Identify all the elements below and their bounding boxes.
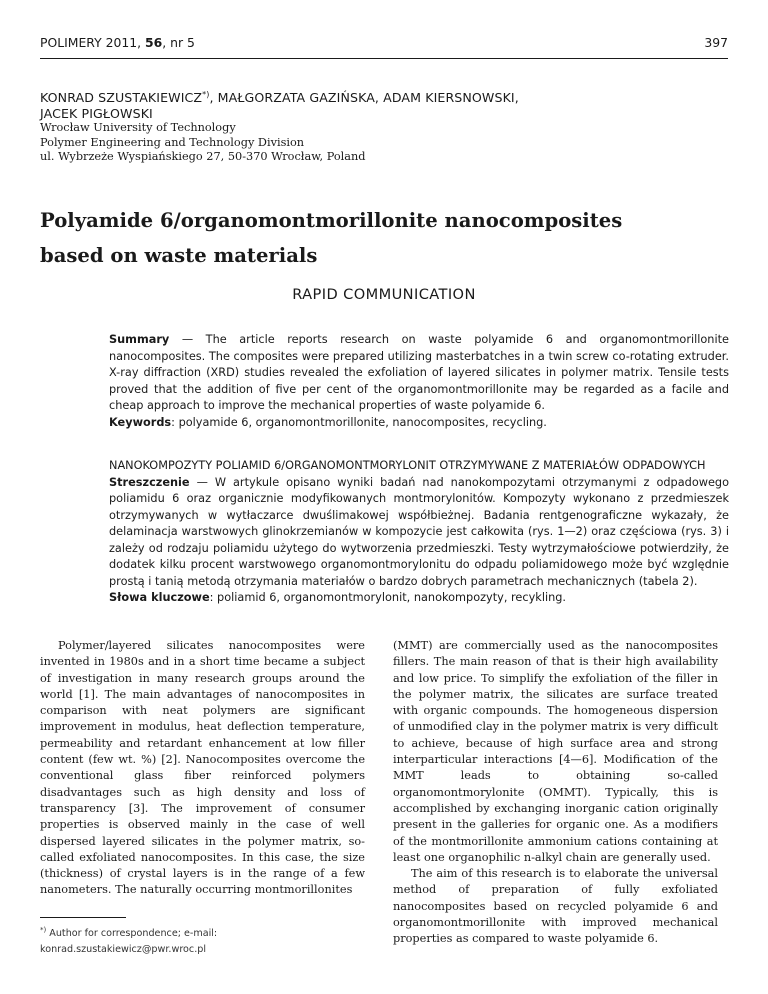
polish-title: NANOKOMPOZYTY POLIAMID 6/ORGANOMONTMORYLONIT OTRZYMYWANE Z MATERIAŁÓW ODPADOWYCH <box>109 459 706 472</box>
aim-paragraph: The aim of this research is to elaborate the universal method of preparation of fully exfoliated nanocomposites based on recycled polyamide 6 and organomontmorillonite with improved mechanical properties as compared to waste polyamide 6. <box>393 867 718 946</box>
body-column-right <box>393 638 718 948</box>
author-list: KONRAD SZUSTAKIEWICZ*), MAŁGORZATA GAZIŃSKA, ADAM KIERSNOWSKI, JACEK PIGŁOWSKI <box>40 90 519 122</box>
header-rule <box>40 58 728 59</box>
body-column-left <box>40 638 365 899</box>
summary-paragraph: Summary — The article reports research on waste polyamide 6 and organomontmorillonite nanocomposites. The composites were prepared utilizing masterbatches in a twin screw co-rotating extruder. X-ray diffraction (XRD) studies revealed the exfoliation of layered silicates in polymer matrix. Tensile tests proved that the addition of five per cent of the organomontmorillonite may be regarded as a facile and cheap approach to improve the mechanical properties of waste polyamide 6. <box>109 333 729 412</box>
abstract-polish <box>109 458 729 607</box>
correspondence-footnote: *) Author for correspondence; e-mail: konrad.szustakiewicz@pwr.wroc.pl <box>40 926 218 956</box>
slowa-kluczowe-paragraph: Słowa kluczowe: poliamid 6, organomontmorylonit, nanokompozyty, recykling. <box>109 591 567 604</box>
affiliation: Wrocław University of Technology Polymer Engineering and Technology Division ul. Wybrzeże Wyspiańskiego 27, 50-370 Wrocław, Poland <box>40 121 366 163</box>
author-footnote-mark: *) <box>202 90 210 99</box>
intro-paragraph: Polymer/layered silicates nanocomposites were invented in 1980s and in a short time became a subject of investigation in many research groups around the world [1]. The main advantages of nanocomposites in comparison with neat polymers are significant improvement in modulus, heat deflection temperature, permeability and retardant enhancement at low filler content (few wt. %) [2]. Nanocomposites overcome the conventional glass fiber reinforced polymers disadvantages such as high density and loss of transparency [3]. The improvement of consumer properties is observed mainly in the case of well dispersed layered silicates in the polymer matrix, so-called exfoliated nanocomposites. In this case, the size (thickness) of crystal layers is in the range of a few nanometers. The naturally occurring montmorillonites <box>40 639 365 897</box>
page-number: 397 <box>704 35 728 50</box>
article-title: Polyamide 6/organomontmorillonite nanocomposites based on waste materials <box>40 209 623 267</box>
volume-number: 56 <box>145 35 163 50</box>
keywords-paragraph: Keywords: polyamide 6, organomontmorillonite, nanocomposites, recycling. <box>109 415 547 429</box>
abstract-english <box>109 332 729 431</box>
intro-paragraph-continued: (MMT) are commercially used as the nanocomposites fillers. The main reason of that is their high availability and low price. To simplify the exfoliation of the filler in the polymer matrix, the silicates are surface treated with organic compounds. The homogeneous dispersion of unmodified clay in the polymer matrix is very difficult to achieve, because of high surface area and strong interparticular interactions [4—6]. Modification of the MMT leads to obtaining so-called organomontmorylonite (OMMT). Typically, this is accomplished by exchanging inorganic cation originally present in the galleries for organic one. As a modifiers of the montmorillonite ammonium cations containing at least one organophilic n-alkyl chain are generally used. <box>393 639 718 864</box>
footnote-rule <box>40 917 126 918</box>
article-type-label: RAPID COMMUNICATION <box>292 286 476 303</box>
running-head <box>40 35 728 53</box>
journal-citation: POLIMERY 2011, 56, nr 5 <box>40 35 195 50</box>
streszczenie-paragraph: Streszczenie — W artykule opisano wyniki badań nad nanokompozytami otrzymanymi z odpadowego poliamidu 6 oraz organicznie modyfikowanych montmorylonitów. Kompozyty wykonano z przedmieszek otrzymywanych w wytłaczarce dwuślimakowej współbieżnej. Badania rentgenograficzne wykazały, że delaminacja warstwowych glinokrzemianów w kompozycie jest całkowita (rys. 1—2) oraz częściowa (rys. 3) i zależy od rodzaju poliamidu użytego do wytworzenia przedmieszki. Testy wytrzymałościowe potwierdziły, że dodatek kilku procent warstwowego organomontmorylonitu do odpadu poliamidowego może być względnie prostą i tanią metodą otrzymania materiałów o bardzo dobrych parametrach mechanicznych (tabela 2). <box>109 475 729 588</box>
